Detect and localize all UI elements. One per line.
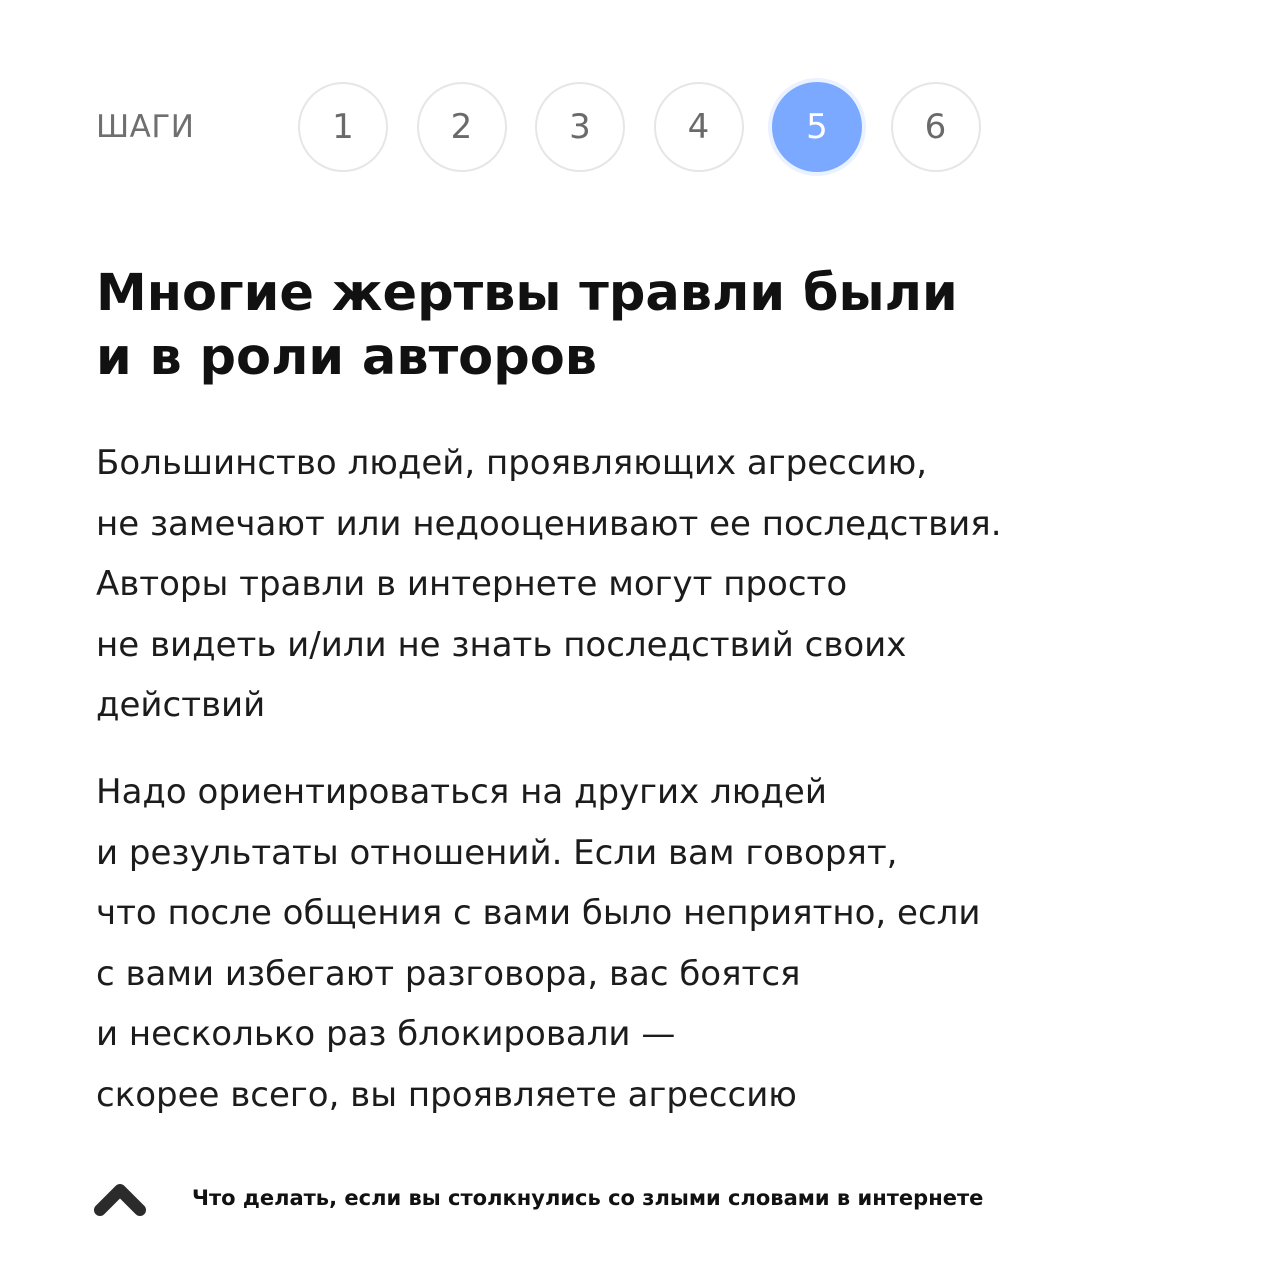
paragraph-1 (96, 433, 1216, 736)
title-line: и в роли авторов (96, 328, 598, 387)
step-5-button-active[interactable]: 5 (772, 82, 862, 172)
footer-link[interactable] (92, 1178, 983, 1218)
paragraph-line: скорее всего, вы проявляете агрессию (96, 1074, 797, 1115)
page-title (96, 262, 1196, 390)
paragraph-line: не видеть и/или не знать последствий своих (96, 624, 907, 665)
paragraph-line: и результаты отношений. Если вам говорят, (96, 832, 898, 873)
chevron-up-icon (92, 1178, 148, 1218)
step-1-button[interactable]: 1 (298, 82, 388, 172)
paragraph-line: не замечают или недооценивают ее последствия. (96, 503, 1002, 544)
step-3-button[interactable]: 3 (535, 82, 625, 172)
steps-label: ШАГИ (96, 109, 195, 145)
paragraph-line: с вами избегают разговора, вас боятся (96, 953, 801, 994)
title-line: Многие жертвы травли были (96, 264, 958, 323)
paragraph-2 (96, 762, 1216, 1125)
paragraph-line: Авторы травли в интернете могут просто (96, 564, 848, 604)
steps-nav (96, 82, 1009, 172)
paragraph-line: Надо ориентироваться на других людей (96, 772, 827, 812)
paragraph-line: действий (96, 685, 266, 725)
paragraph-line: Большинство людей, проявляющих агрессию, (96, 443, 928, 483)
step-2-button[interactable]: 2 (417, 82, 507, 172)
footer-text: Что делать, если вы столкнулись со злыми словами в интернете (192, 1186, 984, 1210)
paragraph-line: и несколько раз блокировали — (96, 1014, 676, 1054)
step-6-button[interactable]: 6 (891, 82, 981, 172)
paragraph-line: что после общения с вами было неприятно, если (96, 893, 981, 933)
step-4-button[interactable]: 4 (654, 82, 744, 172)
